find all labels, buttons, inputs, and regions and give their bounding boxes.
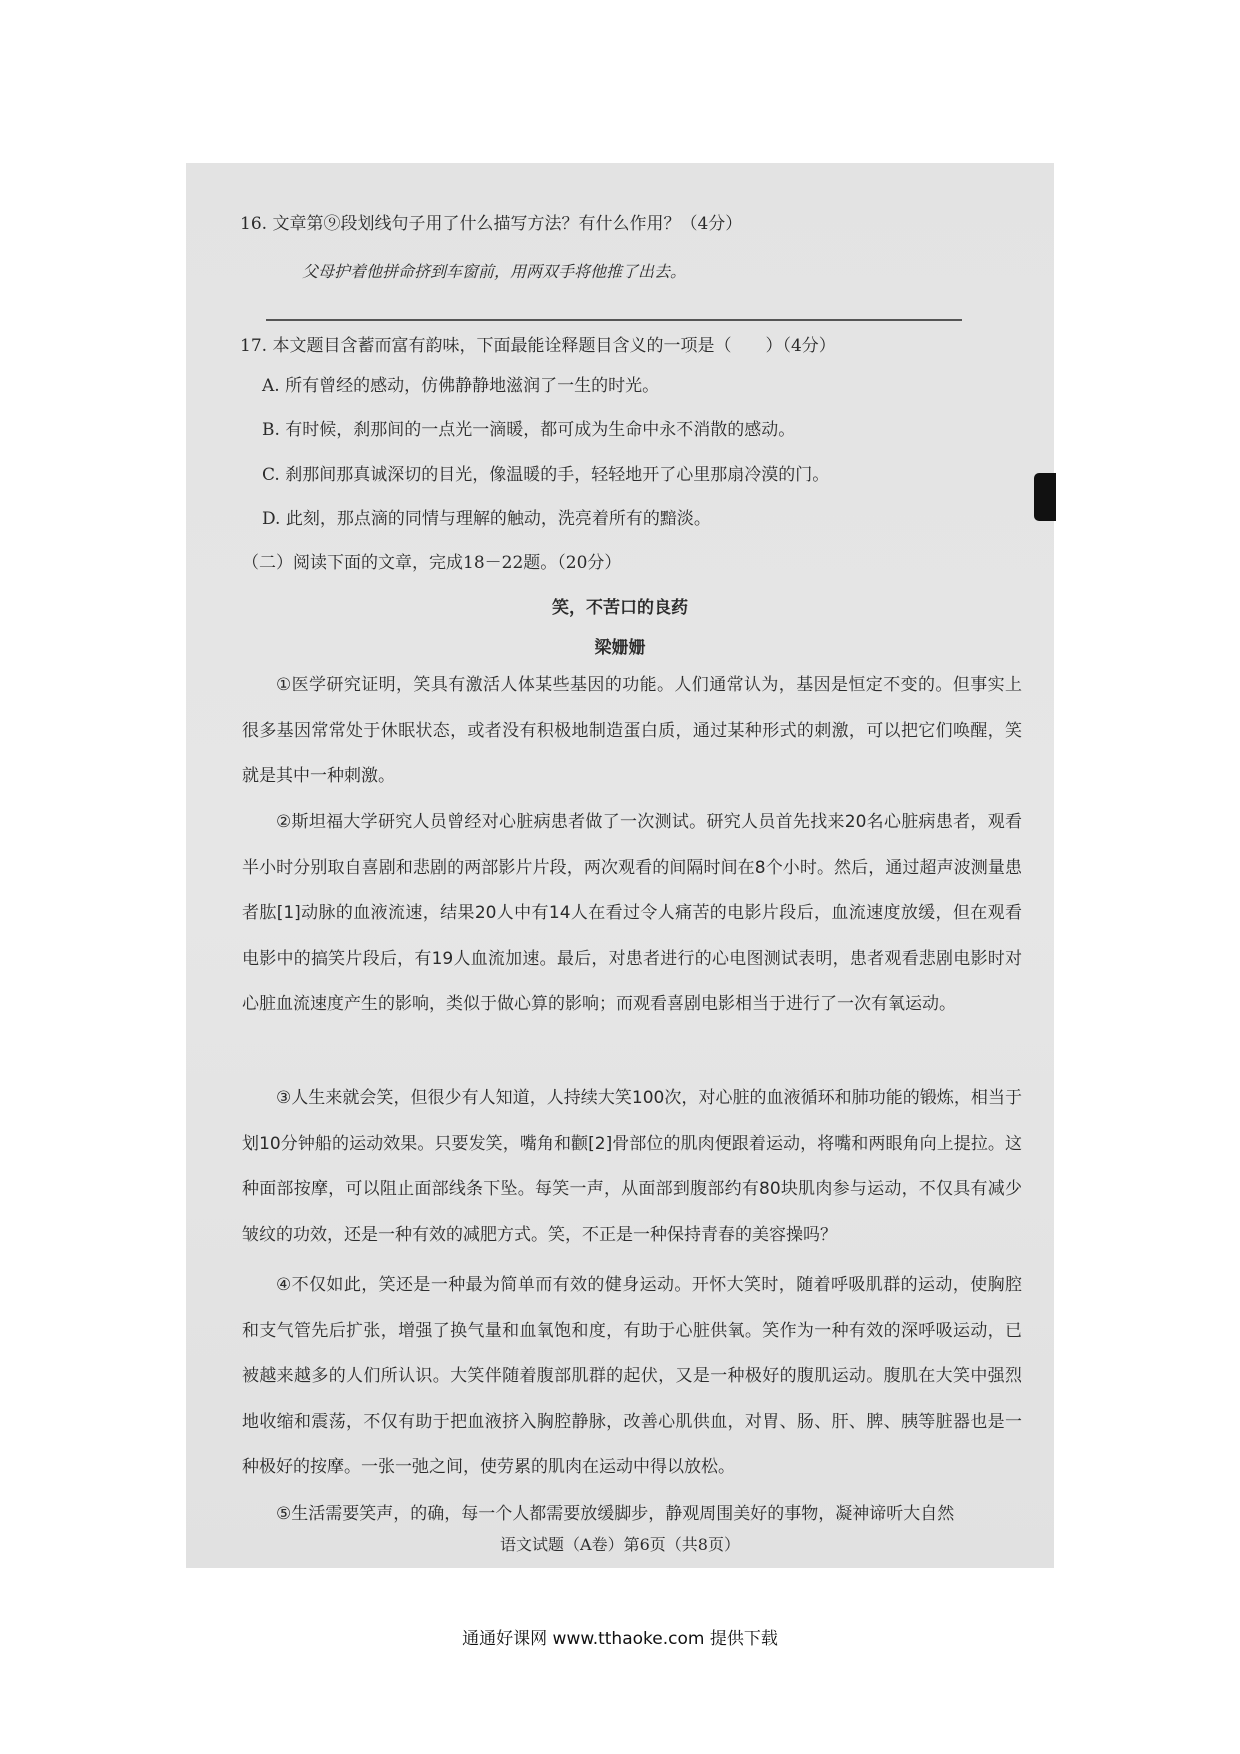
- section-heading: （二）阅读下面的文章，完成18－22题。（20分）: [242, 553, 622, 573]
- answer-line: [266, 319, 962, 321]
- article-title: 笑，不苦口的良药: [552, 598, 688, 618]
- paragraph-4: ④不仅如此，笑还是一种最为简单而有效的健身运动。开怀大笑时，随着呼吸肌群的运动，使胸腔和支气管先后扩张，增强了换气量和血氧饱和度，有助于心脏供氧。笑作为一种有效的深呼吸运动，已被越来越多的人们所认识。大笑伴随着腹部肌群的起伏，又是一种极好的腹肌运动。腹肌在大笑中强烈地收缩和震荡，不仅有助于把血液挤入胸腔静脉，改善心肌供血，对胃、肠、肝、脾、胰等脏器也是一种极好的按摩。一张一弛之间，使劳累的肌肉在运动中得以放松。: [242, 1275, 1022, 1477]
- download-credit: 通通好课网 www.tthaoke.com 提供下载: [462, 1629, 778, 1649]
- binding-tab-mark: [1034, 473, 1056, 521]
- option-d: D. 此刻，那点滴的同情与理解的触动，洗亮着所有的黯淡。: [262, 509, 711, 529]
- article-author: 梁姗姗: [594, 638, 646, 658]
- option-a: A. 所有曾经的感动，仿佛静静地滋润了一生的时光。: [262, 376, 660, 396]
- paragraph-5: ⑤生活需要笑声，的确，每一个人都需要放缓脚步，静观周围美好的事物，凝神谛听大自然: [276, 1504, 955, 1524]
- scanned-exam-page: [186, 163, 1054, 1568]
- paragraph-1: ①医学研究证明，笑具有激活人体某些基因的功能。人们通常认为，基因是恒定不变的。但事实上很多基因常常处于休眠状态，或者没有积极地制造蛋白质，通过某种形式的刺激，可以把它们唤醒，笑就是其中一种刺激。: [242, 675, 1022, 786]
- question-17: 17. 本文题目含蓄而富有韵味，下面最能诠释题目含义的一项是（ ）（4分）: [240, 336, 836, 356]
- question-16: 16. 文章第⑨段划线句子用了什么描写方法？有什么作用？（4分）: [240, 214, 743, 234]
- paragraph-2: ②斯坦福大学研究人员曾经对心脏病患者做了一次测试。研究人员首先找来20名心脏病患者，观看半小时分别取自喜剧和悲剧的两部影片片段，两次观看的间隔时间在8个小时。然后，通过超声波测量患者肱[1]动脉的血液流速，结果20人中有14人在看过令人痛苦的电影片段后，血流速度放缓，但在观看电影中的搞笑片段后，有19人血流加速。最后，对患者进行的心电图测试表明，患者观看悲剧电影时对心脏血流速度产生的影响，类似于做心算的影响；而观看喜剧电影相当于进行了一次有氧运动。: [242, 812, 1022, 1014]
- option-b: B. 有时候，刹那间的一点光一滴暖，都可成为生命中永不消散的感动。: [262, 420, 796, 440]
- page-footer: 语文试题（A卷）第6页（共8页）: [500, 1535, 740, 1554]
- paragraph-3: ③人生来就会笑，但很少有人知道，人持续大笑100次，对心脏的血液循环和肺功能的锻炼，相当于划10分钟船的运动效果。只要发笑，嘴角和颧[2]骨部位的肌肉便跟着运动，将嘴和两眼角向上提拉。这种面部按摩，可以阻止面部线条下坠。每笑一声，从面部到腹部约有80块肌肉参与运动，不仅具有减少皱纹的功效，还是一种有效的减肥方式。笑，不正是一种保持青春的美容操吗？: [242, 1088, 1022, 1245]
- option-c: C. 刹那间那真诚深切的目光，像温暖的手，轻轻地开了心里那扇冷漠的门。: [262, 465, 830, 485]
- question-16-quoted-sentence: 父母护着他拼命挤到车窗前，用两双手将他推了出去。: [302, 262, 687, 281]
